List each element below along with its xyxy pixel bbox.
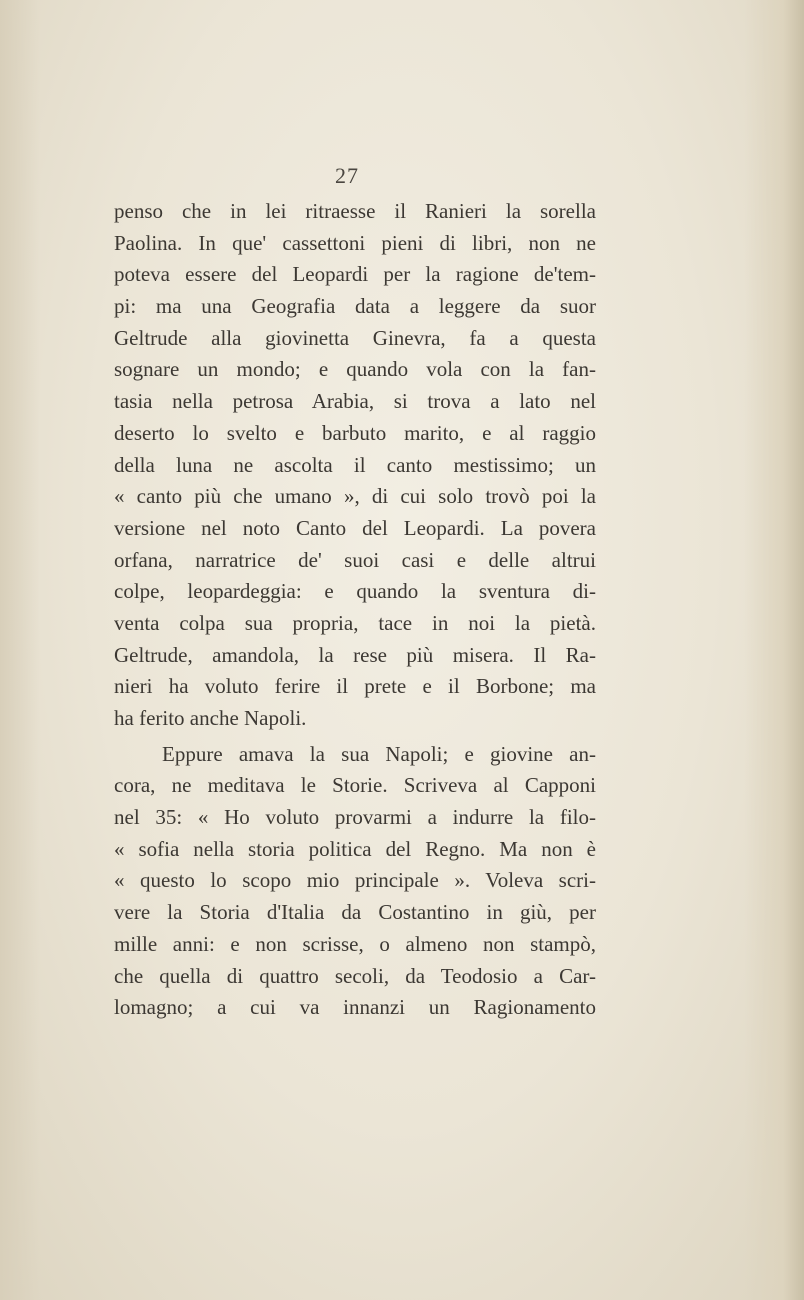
text-line: deserto lo svelto e barbuto marito, e al raggio — [114, 420, 596, 445]
text-line: « sofia nella storia politica del Regno. Ma non è — [114, 836, 596, 861]
text-line: « canto più che umano », di cui solo trovò poi la — [114, 484, 596, 509]
paragraph-2 — [114, 739, 596, 1024]
text-line: pi: ma una Geografia data a leggere da suor — [114, 294, 596, 319]
text-line: ha ferito anche Napoli. — [114, 706, 307, 730]
body-text — [114, 196, 596, 1024]
text-line: colpe, leopardeggia: e quando la sventura di- — [114, 579, 596, 604]
text-line: Paolina. In que' cassettoni pieni di libri, non ne — [114, 230, 596, 255]
text-line: lomagno; a cui va innanzi un Ragionamento — [114, 995, 596, 1020]
text-line: mille anni: e non scrisse, o almeno non stampò, — [114, 931, 596, 956]
text-line: penso che in lei ritraesse il Ranieri la sorella — [114, 199, 596, 223]
text-line: Geltrude, amandola, la rese più misera. Il Ra- — [114, 642, 596, 667]
text-line: cora, ne meditava le Storie. Scriveva al Capponi — [114, 773, 596, 798]
text-line: nel 35: « Ho voluto provarmi a indurre la filo- — [114, 805, 596, 830]
text-line: poteva essere del Leopardi per la ragione de'tem- — [114, 262, 596, 287]
text-line: orfana, narratrice de' suoi casi e delle altrui — [114, 547, 596, 572]
text-line: vere la Storia d'Italia da Costantino in giù, per — [114, 900, 596, 925]
text-line: che quella di quattro secoli, da Teodosio a Car- — [114, 963, 596, 988]
text-line: venta colpa sua propria, tace in noi la pietà. — [114, 610, 596, 635]
text-line: Geltrude alla giovinetta Ginevra, fa a questa — [114, 325, 596, 350]
text-line: tasia nella petrosa Arabia, si trova a lato nel — [114, 389, 596, 414]
text-line: sognare un mondo; e quando vola con la fan- — [114, 357, 596, 382]
page-number: 27 — [335, 163, 359, 188]
text-line: della luna ne ascolta il canto mestissimo; un — [114, 452, 596, 477]
paragraph-1 — [114, 196, 596, 735]
text-line: versione nel noto Canto del Leopardi. La povera — [114, 515, 596, 540]
text-line: Eppure amava la sua Napoli; e giovine an- — [162, 741, 596, 766]
page-right-shadow — [744, 0, 804, 1300]
page-left-shadow — [0, 0, 40, 1300]
text-line: nieri ha voluto ferire il prete e il Borbone; ma — [114, 674, 596, 699]
text-line: « questo lo scopo mio principale ». Voleva scri- — [114, 868, 596, 893]
